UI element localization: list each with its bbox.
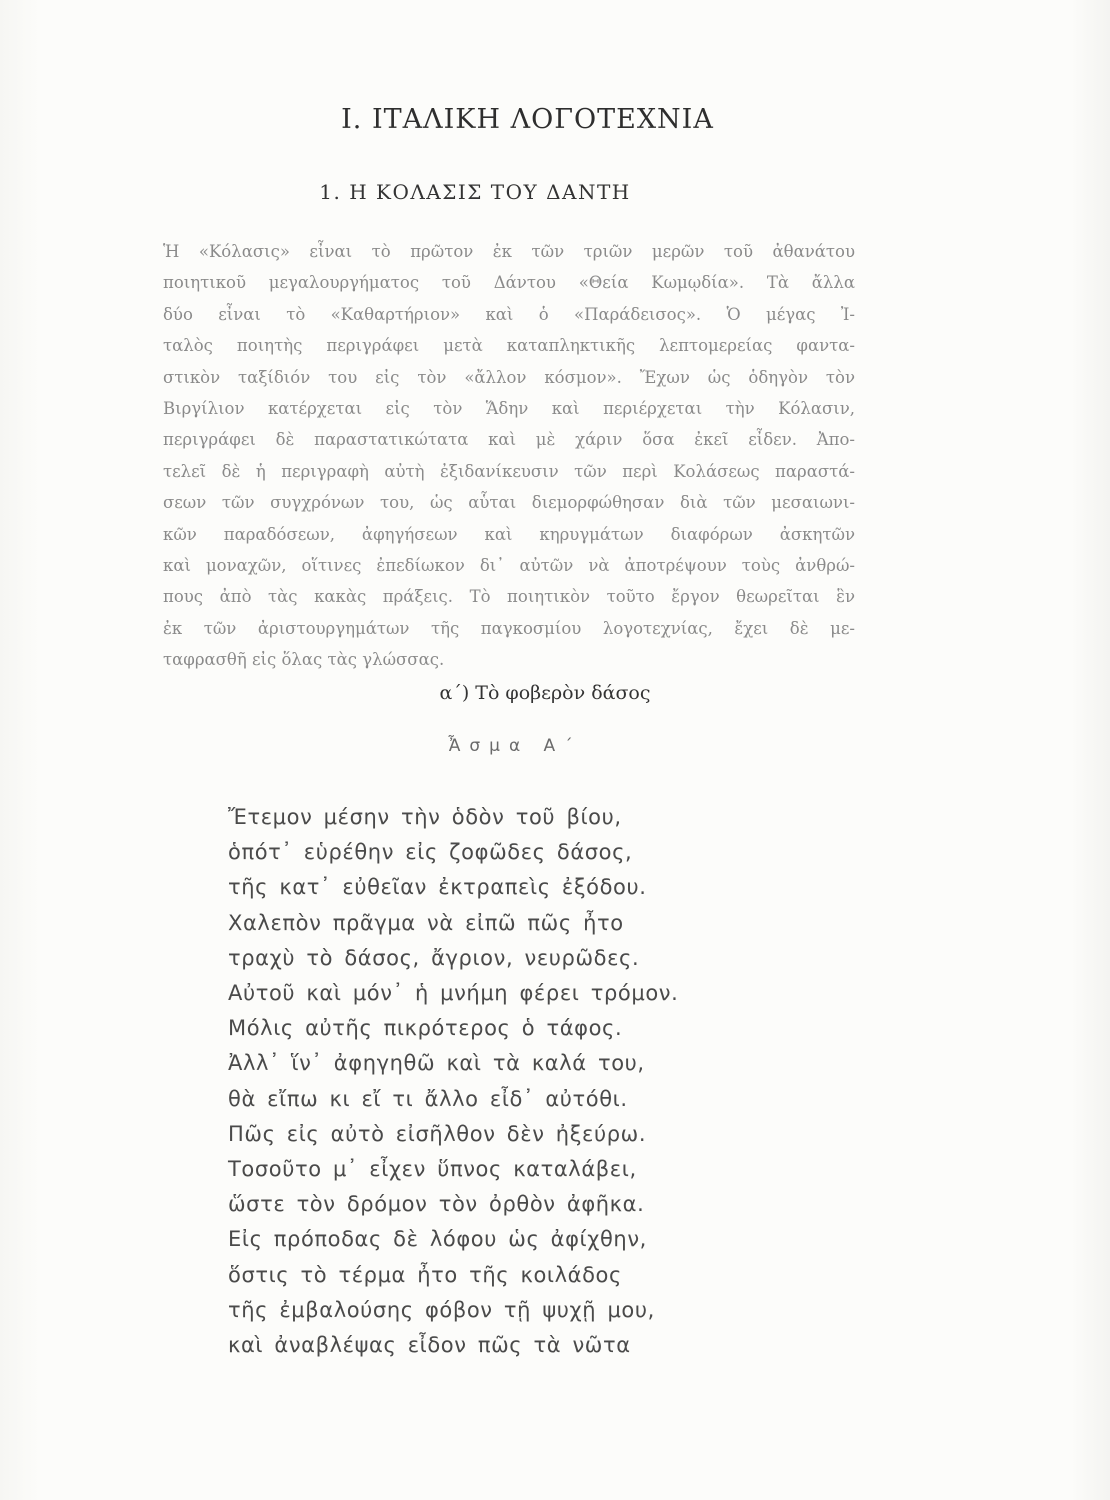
poem-line: Πῶς εἰς αὐτὸ εἰσῆλθον δὲν ἠξεύρω. bbox=[228, 1121, 647, 1146]
poem-line: Αὐτοῦ καὶ μόν᾽ ἡ μνήμη φέρει τρόμον. bbox=[228, 981, 679, 1006]
intro-line: ταλὸς ποιητὴς περιγράφει μετὰ καταπληκτικῆς λεπτομερείας φαντα- bbox=[163, 336, 855, 356]
intro-line: κῶν παραδόσεων, ἀφηγήσεων καὶ κηρυγμάτων διαφόρων ἀσκητῶν bbox=[163, 524, 855, 544]
chapter-title: Ι. ΙΤΑΛΙΚΗ ΛΟΓΟΤΕΧΝΙΑ bbox=[341, 104, 714, 135]
intro-line: Ἡ «Κόλασις» εἶναι τὸ πρῶτον ἐκ τῶν τριῶν μερῶν τοῦ ἀθανάτου bbox=[163, 242, 855, 261]
canto-label: Ἆσμα Α΄ bbox=[448, 736, 582, 756]
intro-line: ποιητικοῦ μεγαλουργήματος τοῦ Δάντου «Θεία Κωμῳδία». Τὰ ἄλλα bbox=[163, 273, 855, 293]
poem-line: ὅστις τὸ τέρμα ἦτο τῆς κοιλάδος bbox=[228, 1262, 622, 1287]
poem-line: Χαλεπὸν πρᾶγμα νὰ εἰπῶ πῶς ἦτο bbox=[228, 910, 624, 935]
intro-line: σεων τῶν συγχρόνων του, ὡς αὗται διεμορφώθησαν διὰ τῶν μεσαιωνι- bbox=[163, 493, 855, 513]
poem bbox=[228, 800, 788, 1363]
poem-line: Τοσοῦτο μ᾽ εἶχεν ὕπνος καταλάβει, bbox=[228, 1157, 637, 1182]
intro-line: Βιργίλιον κατέρχεται εἰς τὸν Ἅδην καὶ περιέρχεται τὴν Κόλασιν, bbox=[163, 399, 855, 419]
intro-line: δύο εἶναι τὸ «Καθαρτήριον» καὶ ὁ «Παράδεισος». Ὁ μέγας Ἰ- bbox=[163, 304, 855, 324]
intro-line: ἐκ τῶν ἀριστουργημάτων τῆς παγκοσμίου λογοτεχνίας, ἔχει δὲ με- bbox=[163, 618, 855, 638]
poem-line: τῆς ἐμβαλούσης φόβον τῇ ψυχῇ μου, bbox=[228, 1297, 655, 1322]
intro-line: πους ἀπὸ τὰς κακὰς πράξεις. Τὸ ποιητικὸν τοῦτο ἔργον θεωρεῖται ἓν bbox=[163, 587, 855, 607]
poem-line: Ἔτεμον μέσην τὴν ὁδὸν τοῦ βίου, bbox=[228, 805, 622, 829]
section-title: 1. Η ΚΟΛΑΣΙΣ ΤΟΥ ΔΑΝΤΗ bbox=[319, 180, 631, 204]
intro-line: τελεῖ δὲ ἡ περιγραφὴ αὐτὴ ἐξιδανίκευσιν τῶν περὶ Κολάσεως παραστά- bbox=[163, 461, 855, 481]
poem-line: ὥστε τὸν δρόμον τὸν ὀρθὸν ἀφῆκα. bbox=[228, 1192, 645, 1217]
intro-line: στικὸν ταξίδιόν του εἰς τὸν «ἄλλον κόσμον». Ἔχων ὡς ὁδηγὸν τὸν bbox=[163, 367, 855, 387]
poem-line: τῆς κατ᾽ εὐθεῖαν ἐκτραπεὶς ἐξόδου. bbox=[228, 875, 647, 900]
poem-line: τραχὺ τὸ δάσος, ἄγριον, νευρῶδες. bbox=[228, 945, 640, 970]
poem-line: Μόλις αὐτῆς πικρότερος ὁ τάφος. bbox=[228, 1016, 623, 1041]
poem-line: ὁπότ᾽ εὑρέθην εἰς ζοφῶδες δάσος, bbox=[228, 840, 633, 865]
intro-line: ταφρασθῆ εἰς ὅλας τὰς γλώσσας. bbox=[163, 650, 445, 670]
poem-line: θὰ εἴπω κι εἴ τι ἄλλο εἶδ᾽ αὐτόθι. bbox=[228, 1086, 628, 1111]
poem-line: καὶ ἀναβλέψας εἶδον πῶς τὰ νῶτα bbox=[228, 1333, 631, 1358]
sub-title: α΄) Τὸ φοβερὸν δάσος bbox=[439, 682, 651, 704]
intro-line: περιγράφει δὲ παραστατικώτατα καὶ μὲ χάριν ὅσα ἐκεῖ εἶδεν. Ἀπο- bbox=[163, 430, 855, 450]
intro-paragraph bbox=[163, 236, 855, 676]
poem-line: Ἀλλ᾽ ἵν᾽ ἀφηγηθῶ καὶ τὰ καλά του, bbox=[228, 1051, 645, 1076]
intro-line: καὶ μοναχῶν, οἵτινες ἐπεδίωκον δι᾽ αὐτῶν νὰ ἀποτρέψουν τοὺς ἀνθρώ- bbox=[163, 556, 855, 576]
poem-line: Εἰς πρόποδας δὲ λόφου ὡς ἀφίχθην, bbox=[228, 1227, 647, 1252]
